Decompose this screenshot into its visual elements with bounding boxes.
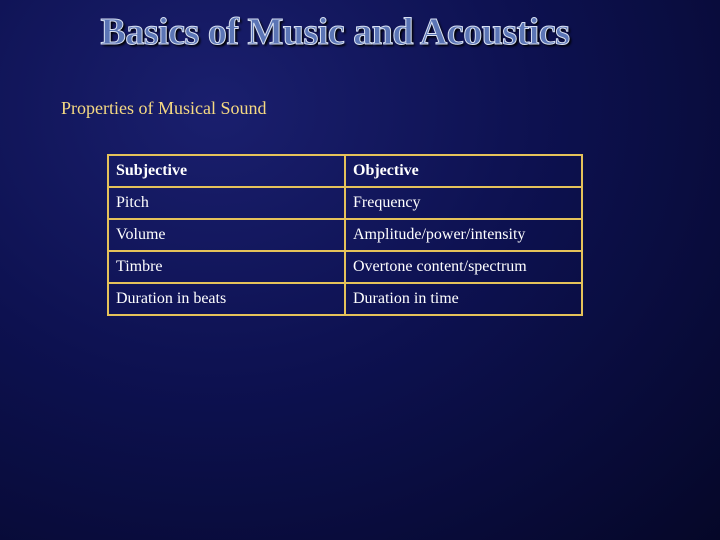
slide-subtitle: Properties of Musical Sound: [61, 98, 267, 118]
header-objective: Objective: [345, 155, 582, 187]
table-row: [108, 251, 582, 283]
subjective-cell: Pitch: [108, 187, 345, 219]
subjective-cell: Duration in beats: [108, 283, 345, 315]
table-row: [108, 283, 582, 315]
subjective-cell: Timbre: [108, 251, 345, 283]
properties-table: [107, 154, 583, 316]
table-row: [108, 219, 582, 251]
header-subjective: Subjective: [108, 155, 345, 187]
objective-cell: Frequency: [345, 187, 582, 219]
objective-cell: Overtone content/spectrum: [345, 251, 582, 283]
table-row: [108, 187, 582, 219]
table-header-row: [108, 155, 582, 187]
objective-cell: Amplitude/power/intensity: [345, 219, 582, 251]
objective-cell: Duration in time: [345, 283, 582, 315]
subjective-cell: Volume: [108, 219, 345, 251]
slide-title: Basics of Music and Acoustics: [100, 11, 570, 53]
